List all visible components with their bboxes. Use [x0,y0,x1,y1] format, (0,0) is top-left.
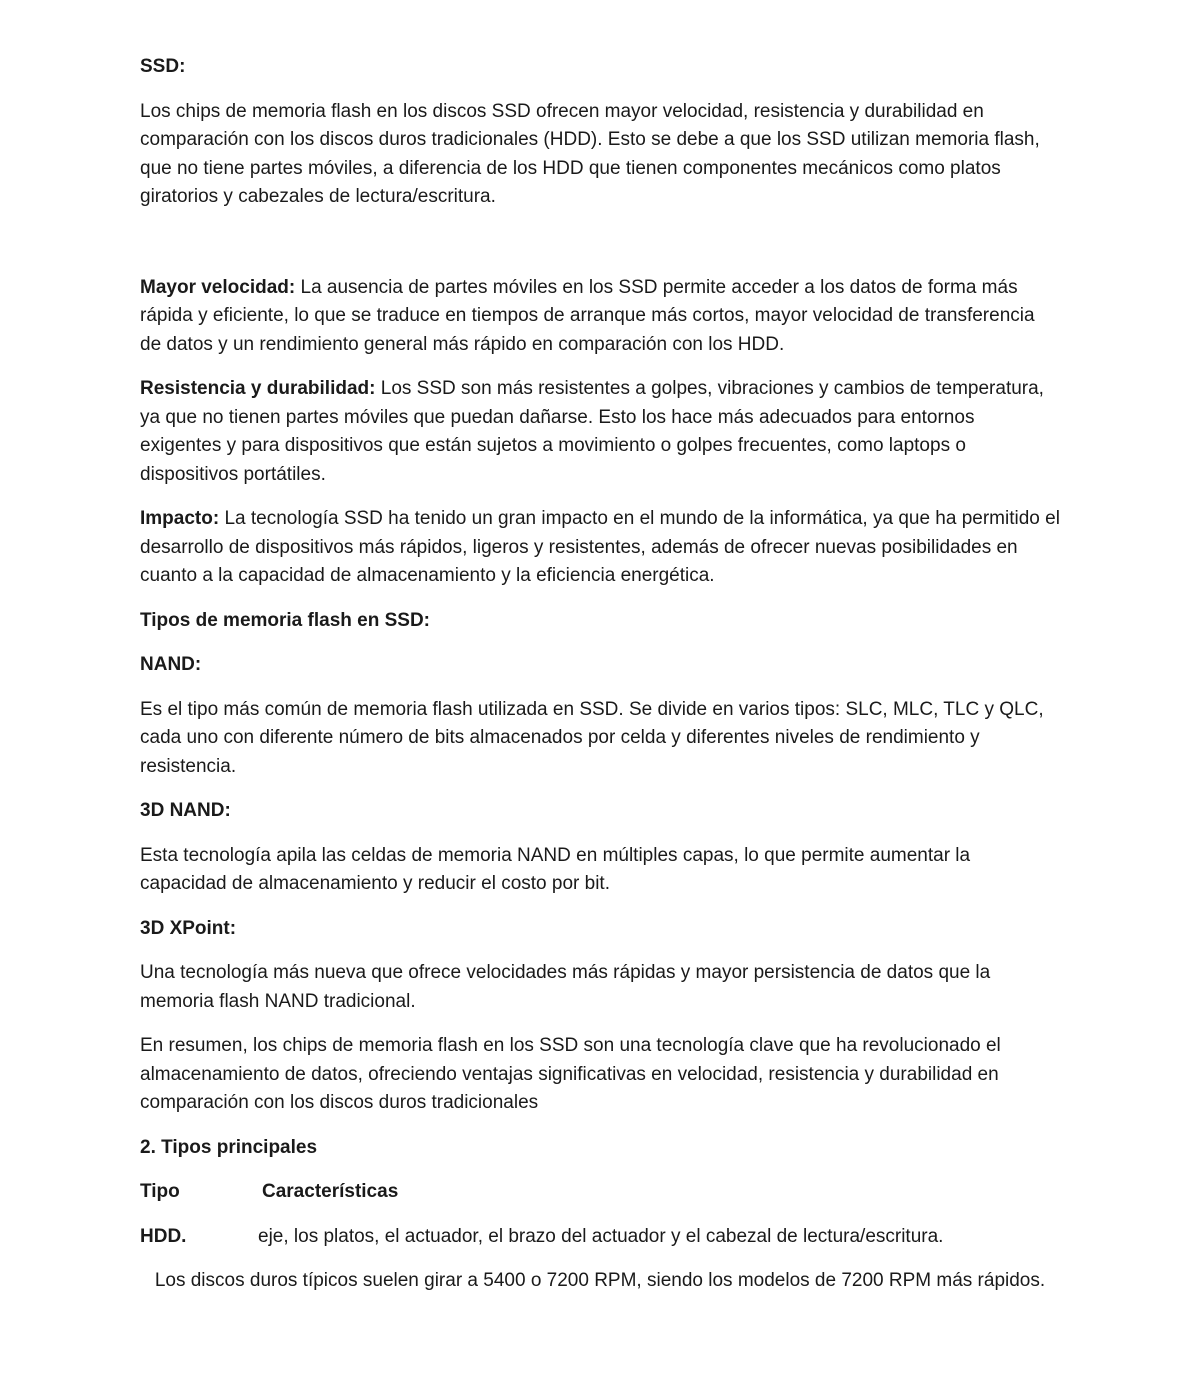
table-row [140,1223,1060,1252]
table-cell-caracteristicas: eje, los platos, el actuador, el brazo del actuador y el cabezal de lectura/escritura. [258,1225,944,1247]
resistencia-paragraph [140,375,1060,489]
table-cell-tipo: HDD. [140,1225,187,1247]
impacto-text: La tecnología SSD ha tenido un gran impacto en el mundo de la informática, ya que ha permitido el desarrollo de dispositivos más rápidos, ligeros y resistentes, además de ofrecer nuevas posibilidades en cuanto a la capacidad de almacenamiento y la eficiencia energética. [140,508,1060,586]
nand3d-heading: 3D NAND: [140,800,231,821]
velocidad-label: Mayor velocidad: [140,276,296,298]
table-note: Los discos duros típicos suelen girar a 5400 o 7200 RPM, siendo los modelos de 7200 RPM más rápidos. [154,1270,1046,1291]
xpoint-heading: 3D XPoint: [140,917,237,939]
resistencia-label: Resistencia y durabilidad: [140,378,376,399]
intro-paragraph: Los chips de memoria flash en los discos SSD ofrecen mayor velocidad, resistencia y durabilidad en comparación con los discos duros tradicionales (HDD). Esto se debe a que los SSD utilizan memoria flash, que no tiene partes móviles, a diferencia de los HDD que tienen componentes mecánicos como platos giratorios y cabezales de lectura/escritura. [140,100,1040,207]
nand-heading: NAND: [140,654,202,675]
section2-heading: 2. Tipos principales [140,1136,318,1158]
nand-paragraph: Es el tipo más común de memoria flash utilizada en SSD. Se divide en varios tipos: SLC, MLC, TLC y QLC, cada uno con diferente número de bits almacenados por celda y diferentes niveles de rendimiento y resistencia. [140,698,1044,777]
impacto-paragraph [140,505,1060,591]
tipos-heading: Tipos de memoria flash en SSD: [140,609,431,631]
blank-spacer [140,228,1060,274]
xpoint-paragraph: Una tecnología más nueva que ofrece velocidades más rápidas y mayor persistencia de datos que la memoria flash NAND tradicional. [140,962,991,1012]
nand3d-paragraph: Esta tecnología apila las celdas de memoria NAND en múltiples capas, lo que permite aumentar la capacidad de almacenamiento y reducir el costo por bit. [140,844,971,894]
table-header-tipo: Tipo [140,1181,180,1202]
table-header-caracteristicas: Características [262,1181,399,1202]
resumen-paragraph: En resumen, los chips de memoria flash en los SSD son una tecnología clave que ha revolucionado el almacenamiento de datos, ofreciendo ventajas significativas en velocidad, resistencia y durabilidad en comparación con los discos duros tradicionales [140,1035,1001,1113]
impacto-label: Impacto: [140,508,220,529]
ssd-heading: SSD: [140,56,186,77]
document-page [140,53,1060,1312]
velocidad-text: La ausencia de partes móviles en los SSD permite acceder a los datos de forma más rápida y eficiente, lo que se traduce en tiempos de arranque más cortos, mayor velocidad de transferencia de datos y un rendimiento general más rápido en comparación con los HDD. [140,276,1035,355]
table-header [140,1178,1060,1207]
velocidad-paragraph [140,274,1060,360]
resistencia-text: Los SSD son más resistentes a golpes, vibraciones y cambios de temperatura, ya que no tienen partes móviles que puedan dañarse. Esto los hace más adecuados para entornos exigentes y para dispositivos que están sujetos a movimiento o golpes frecuentes, como laptops o dispositivos portátiles. [140,378,1044,485]
